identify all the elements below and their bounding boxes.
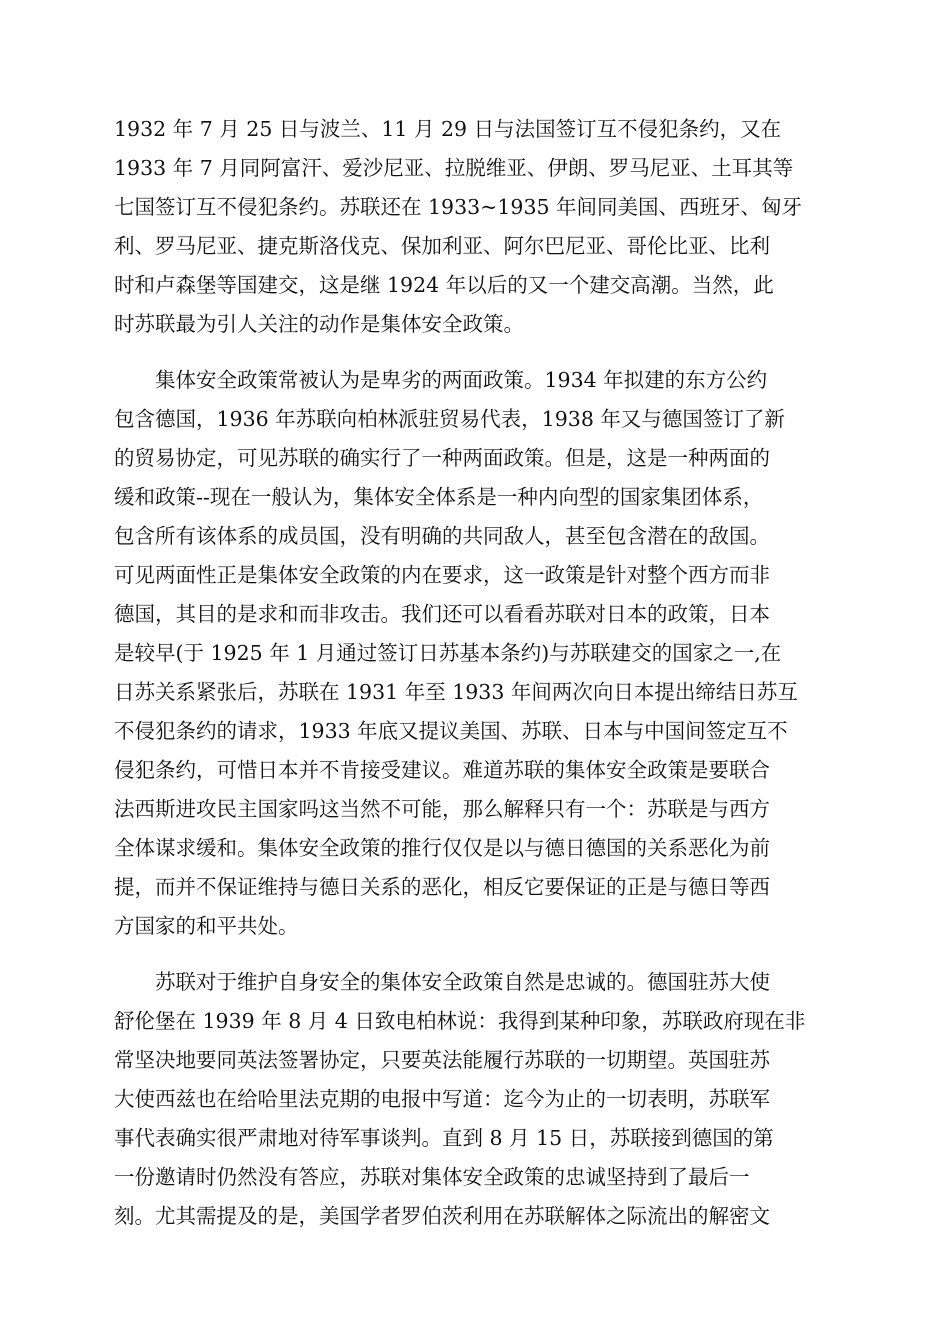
text-line: 不侵犯条约的请求，1933 年底又提议美国、苏联、日本与中国间签定互不 (114, 719, 788, 743)
text-line: 1932 年 7 月 25 日与波兰、11 月 29 日与法国签订互不侵犯条约，又在 (114, 117, 782, 141)
document-body (114, 110, 854, 1236)
text-line: 可见两面性正是集体安全政策的内在要求，这一政策是针对整个西方而非 (114, 563, 770, 587)
paragraph-2 (114, 361, 854, 946)
text-line: 法西斯进攻民主国家吗这当然不可能，那么解释只有一个：苏联是与西方 (114, 797, 770, 821)
text-line: 是较早(于 1925 年 1 月通过签订日苏基本条约)与苏联建交的国家之一,在 (114, 641, 782, 665)
text-line: 的贸易协定，可见苏联的确实行了一种两面政策。但是，这是一种两面的 (114, 446, 770, 470)
paragraph-3 (114, 963, 854, 1236)
text-line: 侵犯条约，可惜日本并不肯接受建议。难道苏联的集体安全政策是要联合 (114, 758, 770, 782)
text-line: 全体谋求缓和。集体安全政策的推行仅仅是以与德日德国的关系恶化为前 (114, 836, 770, 860)
text-line: 常坚决地要同英法签署协定，只要英法能履行苏联的一切期望。英国驻苏 (114, 1048, 770, 1072)
text-line: 刻。尤其需提及的是，美国学者罗伯茨利用在苏联解体之际流出的解密文 (114, 1204, 770, 1228)
text-line: 时和卢森堡等国建交，这是继 1924 年以后的又一个建交高潮。当然，此 (114, 273, 774, 297)
text-line: 大使西兹也在给哈里法克期的电报中写道：迄今为止的一切表明，苏联军 (114, 1087, 770, 1111)
text-line: 日苏关系紧张后，苏联在 1931 年至 1933 年间两次向日本提出缔结日苏互 (114, 680, 798, 704)
text-line: 集体安全政策常被认为是卑劣的两面政策。1934 年拟建的东方公约 (114, 368, 768, 392)
text-line: 苏联对于维护自身安全的集体安全政策自然是忠诚的。德国驻苏大使 (114, 970, 770, 994)
text-line: 1933 年 7 月同阿富汗、爱沙尼亚、拉脱维亚、伊朗、罗马尼亚、土耳其等 (114, 156, 794, 180)
text-line: 缓和政策--现在一般认为，集体安全体系是一种内向型的国家集团体系， (114, 485, 764, 509)
text-line: 七国签订互不侵犯条约。苏联还在 1933~1935 年间同美国、西班牙、匈牙 (114, 195, 803, 219)
text-line: 舒伦堡在 1939 年 8 月 4 日致电柏林说：我得到某种印象，苏联政府现在非 (114, 1009, 806, 1033)
text-line: 包含德国，1936 年苏联向柏林派驻贸易代表，1938 年又与德国签订了新 (114, 407, 785, 431)
text-line: 时苏联最为引人关注的动作是集体安全政策。 (114, 312, 524, 336)
paragraph-1 (114, 110, 854, 344)
text-line: 包含所有该体系的成员国，没有明确的共同敌人，甚至包含潜在的敌国。 (114, 524, 770, 548)
text-line: 提，而并不保证维持与德日关系的恶化，相反它要保证的正是与德日等西 (114, 875, 770, 899)
text-line: 一份邀请时仍然没有答应，苏联对集体安全政策的忠诚坚持到了最后一 (114, 1165, 750, 1189)
text-line: 利、罗马尼亚、捷克斯洛伐克、保加利亚、阿尔巴尼亚、哥伦比亚、比利 (114, 234, 770, 258)
text-line: 事代表确实很严肃地对待军事谈判。直到 8 月 15 日，苏联接到德国的第 (114, 1126, 774, 1150)
text-line: 方国家的和平共处。 (114, 914, 299, 938)
text-line: 德国，其目的是求和而非攻击。我们还可以看看苏联对日本的政策，日本 (114, 602, 770, 626)
